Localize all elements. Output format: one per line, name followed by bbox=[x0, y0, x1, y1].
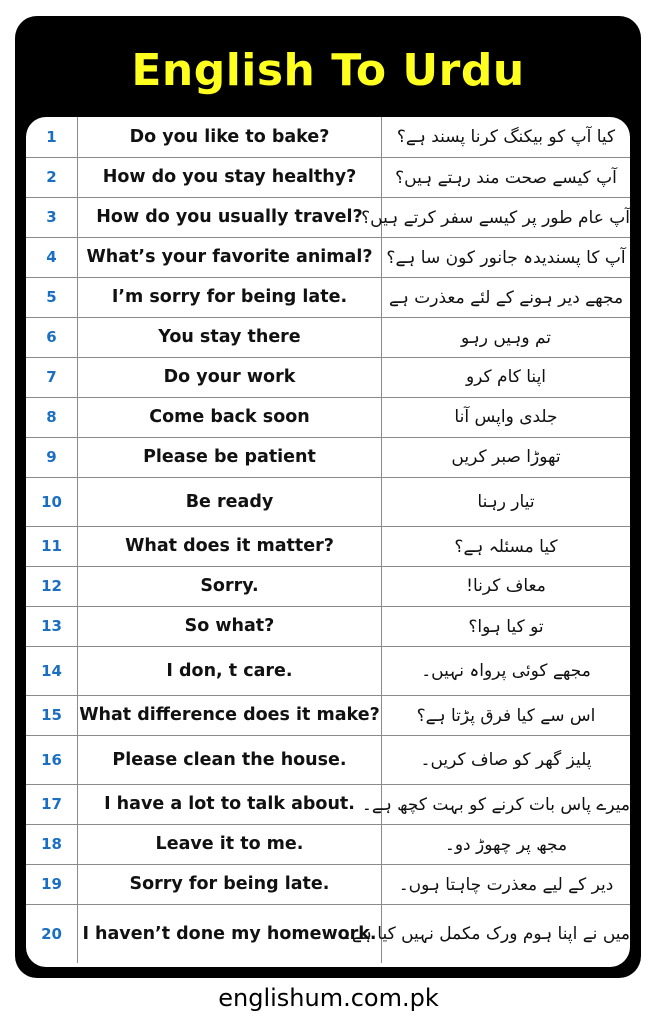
table-row bbox=[26, 477, 630, 526]
english-phrase: I’m sorry for being late. bbox=[78, 277, 382, 317]
page-title: English To Urdu bbox=[131, 45, 525, 96]
table-row bbox=[26, 357, 630, 397]
table-row bbox=[26, 437, 630, 477]
row-number: 6 bbox=[26, 317, 78, 357]
urdu-translation: پلیز گھر کو صاف کریں۔ bbox=[382, 735, 631, 784]
card-frame bbox=[15, 16, 641, 978]
table-row bbox=[26, 237, 630, 277]
table-row bbox=[26, 864, 630, 904]
urdu-translation: دیر کے لیے معذرت چاہتا ہوں۔ bbox=[382, 864, 631, 904]
site-footer: englishum.com.pk bbox=[218, 984, 439, 1012]
table-row bbox=[26, 117, 630, 157]
row-number: 18 bbox=[26, 824, 78, 864]
row-number: 15 bbox=[26, 695, 78, 735]
table-row bbox=[26, 784, 630, 824]
row-number: 9 bbox=[26, 437, 78, 477]
english-phrase: Do your work bbox=[78, 357, 382, 397]
english-phrase: What’s your favorite animal? bbox=[78, 237, 382, 277]
urdu-translation: تھوڑا صبر کریں bbox=[382, 437, 631, 477]
urdu-translation: مجھ پر چھوڑ دو۔ bbox=[382, 824, 631, 864]
english-phrase: I haven’t done my homework. bbox=[78, 904, 382, 963]
table-row bbox=[26, 397, 630, 437]
row-number: 13 bbox=[26, 606, 78, 646]
phrase-table-panel bbox=[26, 117, 630, 967]
row-number: 19 bbox=[26, 864, 78, 904]
english-phrase: You stay there bbox=[78, 317, 382, 357]
table-row bbox=[26, 197, 630, 237]
row-number: 1 bbox=[26, 117, 78, 157]
table-row bbox=[26, 606, 630, 646]
table-row bbox=[26, 526, 630, 566]
english-phrase: Leave it to me. bbox=[78, 824, 382, 864]
row-number: 20 bbox=[26, 904, 78, 963]
english-phrase: What difference does it make? bbox=[78, 695, 382, 735]
english-phrase: I don, t care. bbox=[78, 646, 382, 695]
urdu-translation: اس سے کیا فرق پڑتا ہے؟ bbox=[382, 695, 631, 735]
urdu-translation: کیا آپ کو بیکنگ کرنا پسند ہے؟ bbox=[382, 117, 631, 157]
english-phrase: Do you like to bake? bbox=[78, 117, 382, 157]
urdu-translation: آپ کیسے صحت مند رہتے ہیں؟ bbox=[382, 157, 631, 197]
english-phrase: Please be patient bbox=[78, 437, 382, 477]
table-row bbox=[26, 566, 630, 606]
urdu-translation: آپ عام طور پر کیسے سفر کرتے ہیں؟ bbox=[382, 197, 631, 237]
row-number: 4 bbox=[26, 237, 78, 277]
urdu-translation: میرے پاس بات کرنے کو بہت کچھ ہے۔ bbox=[382, 784, 631, 824]
urdu-translation: اپنا کام کرو bbox=[382, 357, 631, 397]
table-row bbox=[26, 277, 630, 317]
row-number: 16 bbox=[26, 735, 78, 784]
table-row bbox=[26, 695, 630, 735]
table-row bbox=[26, 317, 630, 357]
english-phrase: Sorry. bbox=[78, 566, 382, 606]
row-number: 8 bbox=[26, 397, 78, 437]
row-number: 3 bbox=[26, 197, 78, 237]
english-phrase: So what? bbox=[78, 606, 382, 646]
table-row bbox=[26, 157, 630, 197]
english-phrase: Please clean the house. bbox=[78, 735, 382, 784]
urdu-translation: کیا مسئلہ ہے؟ bbox=[382, 526, 631, 566]
row-number: 14 bbox=[26, 646, 78, 695]
urdu-translation: معاف کرنا! bbox=[382, 566, 631, 606]
english-phrase: Be ready bbox=[78, 477, 382, 526]
urdu-translation: مجھے دیر ہونے کے لئے معذرت ہے bbox=[382, 277, 631, 317]
english-phrase: How do you stay healthy? bbox=[78, 157, 382, 197]
urdu-translation: تیار رہنا bbox=[382, 477, 631, 526]
urdu-translation: تو کیا ہوا؟ bbox=[382, 606, 631, 646]
english-phrase: I have a lot to talk about. bbox=[78, 784, 382, 824]
urdu-translation: تم وہیں رہو bbox=[382, 317, 631, 357]
row-number: 12 bbox=[26, 566, 78, 606]
table-row bbox=[26, 904, 630, 963]
urdu-translation: مجھے کوئی پرواہ نہیں۔ bbox=[382, 646, 631, 695]
english-phrase: How do you usually travel? bbox=[78, 197, 382, 237]
english-phrase: What does it matter? bbox=[78, 526, 382, 566]
table-row bbox=[26, 735, 630, 784]
row-number: 5 bbox=[26, 277, 78, 317]
urdu-translation: آپ کا پسندیدہ جانور کون سا ہے؟ bbox=[382, 237, 631, 277]
row-number: 2 bbox=[26, 157, 78, 197]
row-number: 17 bbox=[26, 784, 78, 824]
table-row bbox=[26, 824, 630, 864]
english-phrase: Sorry for being late. bbox=[78, 864, 382, 904]
row-number: 10 bbox=[26, 477, 78, 526]
phrase-table bbox=[26, 117, 630, 963]
table-row bbox=[26, 646, 630, 695]
urdu-translation: میں نے اپنا ہوم ورک مکمل نہیں کیا ہے۔ bbox=[382, 904, 631, 963]
row-number: 7 bbox=[26, 357, 78, 397]
row-number: 11 bbox=[26, 526, 78, 566]
urdu-translation: جلدی واپس آنا bbox=[382, 397, 631, 437]
english-phrase: Come back soon bbox=[78, 397, 382, 437]
